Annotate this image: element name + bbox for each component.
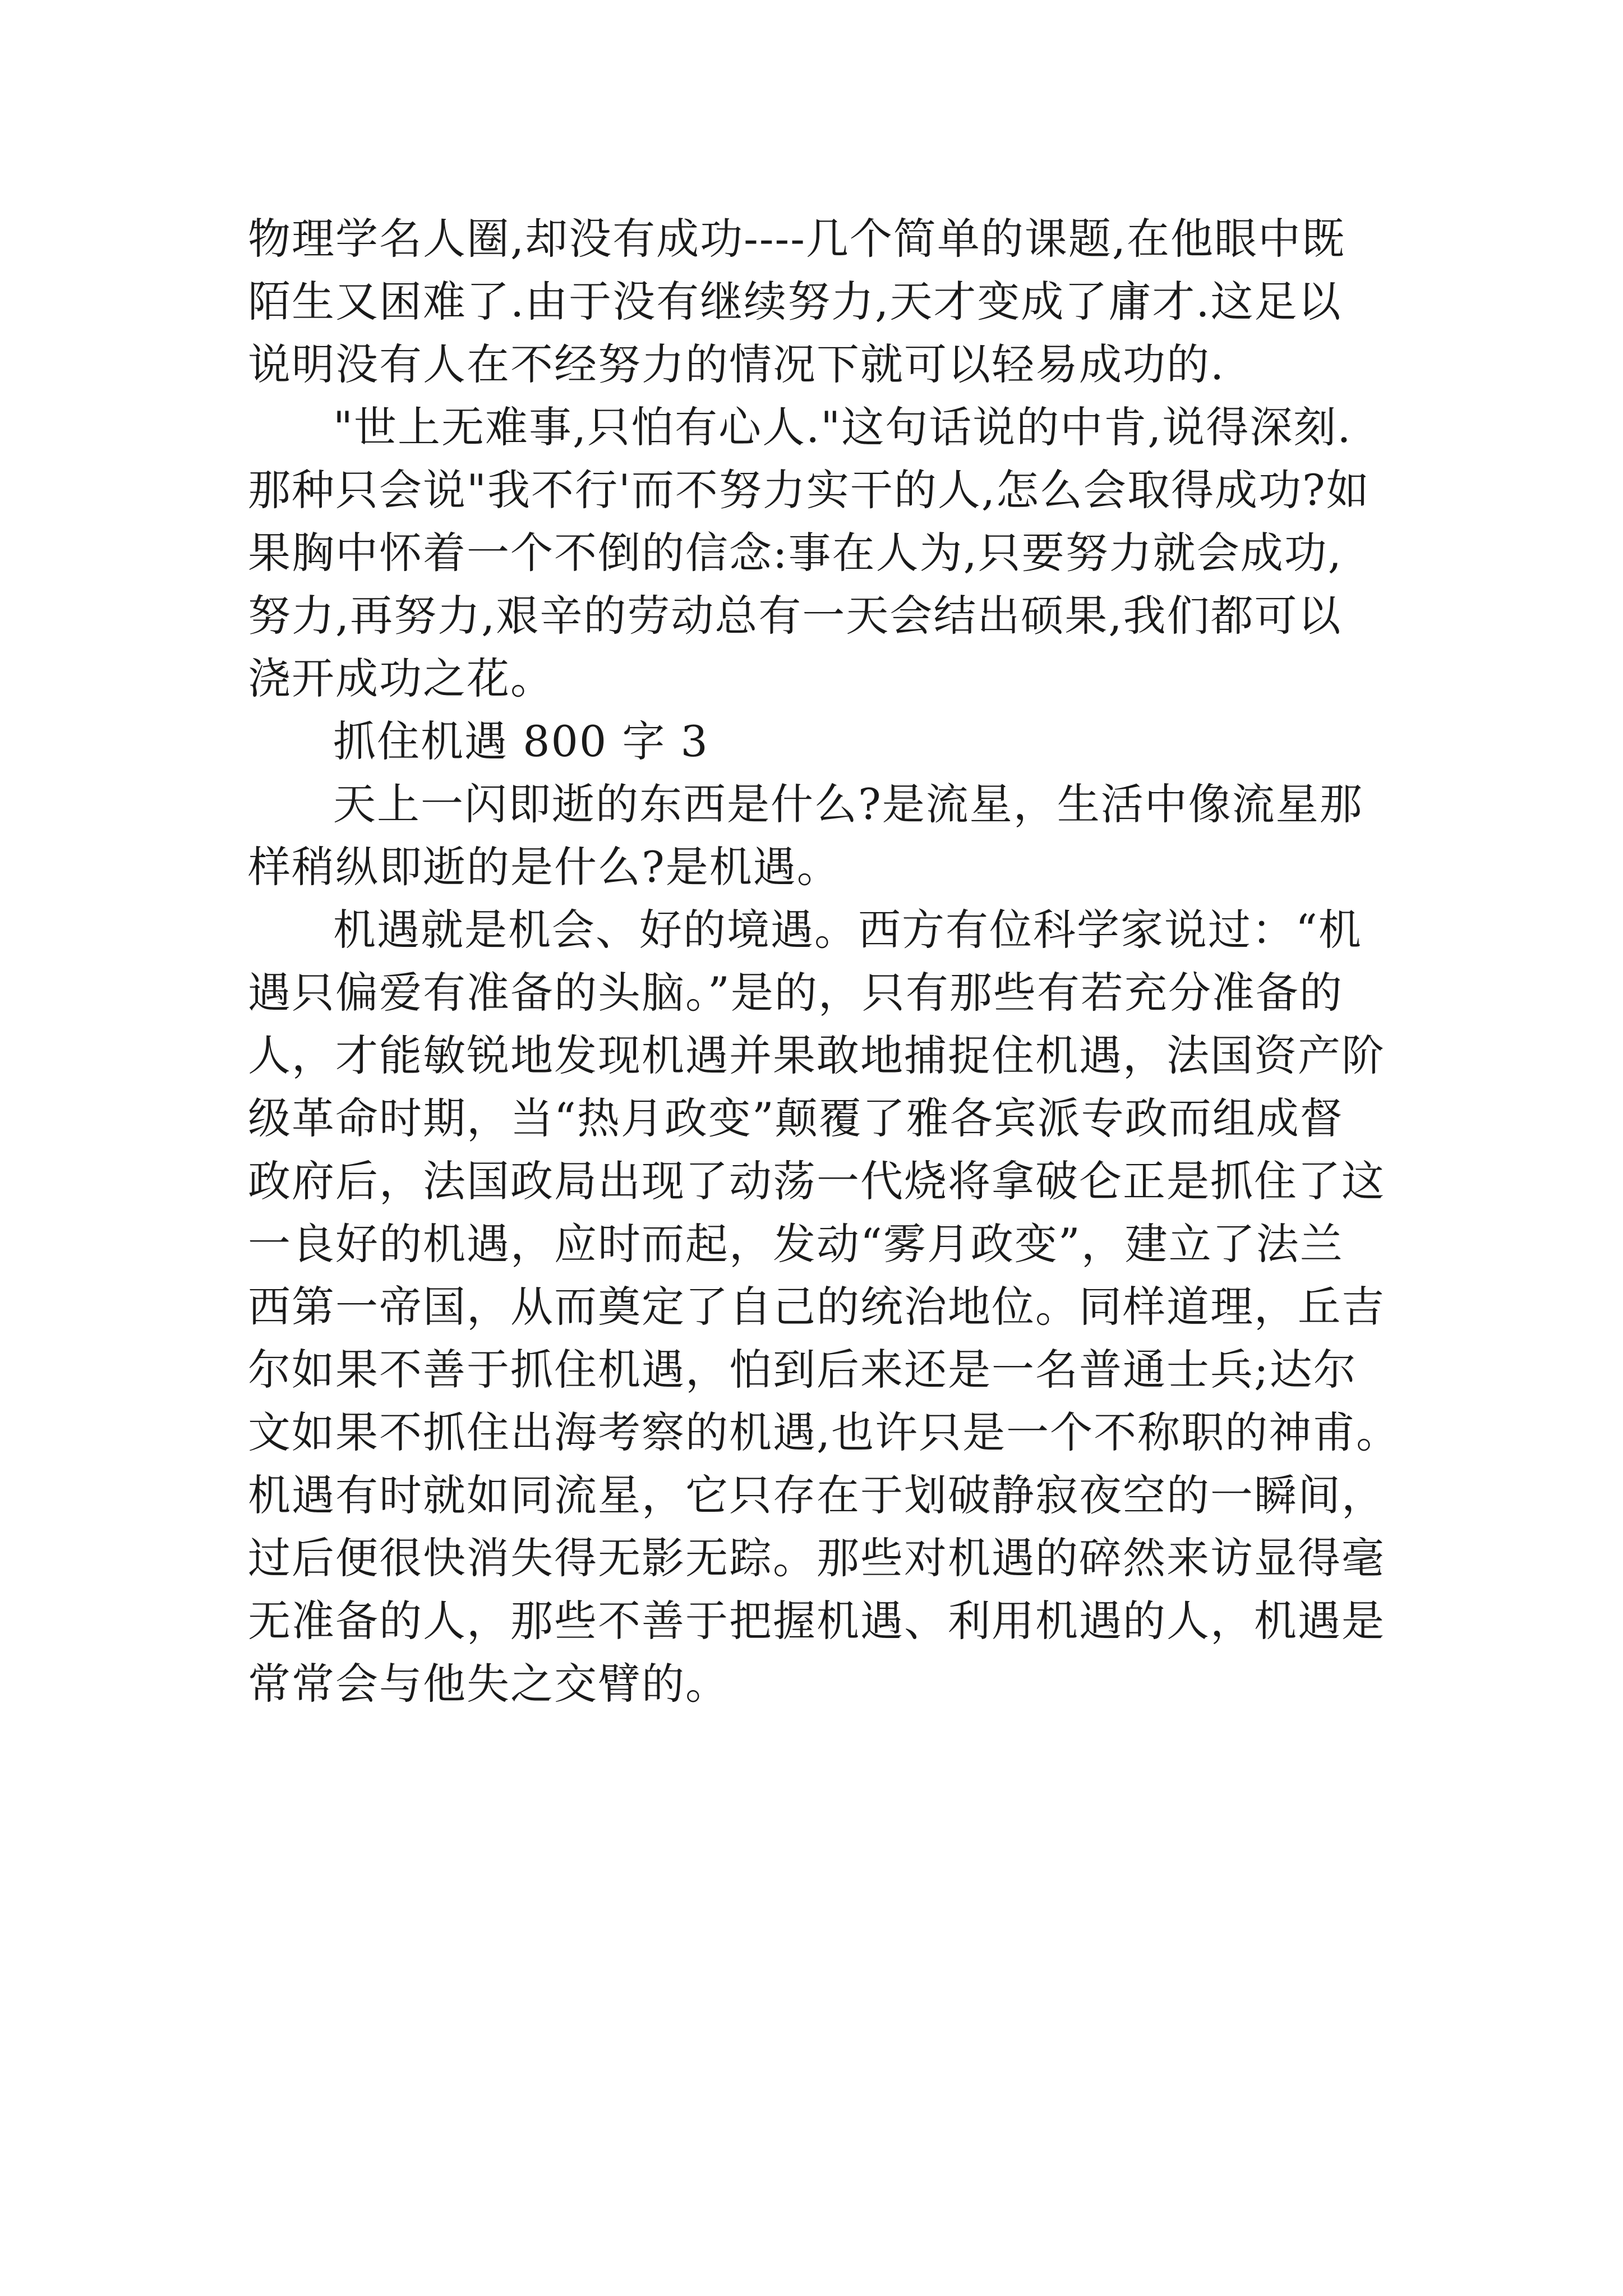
text-line: 过后便很快消失得无影无踪。那些对机遇的碎然来访显得毫 [248, 1533, 1385, 1583]
paragraph-2 [248, 396, 1386, 710]
document-body [248, 208, 1400, 1715]
text-line: 西第一帝国，从而奠定了自己的统治地位。同样道理，丘吉 [248, 1282, 1385, 1332]
text-line: 浇开成功之花。 [248, 654, 554, 703]
text-line: 样稍纵即逝的是什么?是机遇。 [248, 842, 841, 892]
text-line: 尔如果不善于抓住机遇，怕到后来还是一名普通士兵;达尔 [248, 1345, 1357, 1395]
text-line: 级革命时期，当“热月政变”颠覆了雅各宾派专政而组成督 [248, 1093, 1344, 1143]
text-line: 常常会与他失之交臂的。 [248, 1659, 729, 1709]
paragraph-4 [248, 899, 1400, 1715]
text-line: 说明没有人在不经努力的情况下就可以轻易成功的. [248, 339, 1225, 389]
paragraph-3 [248, 773, 1386, 899]
text-line: 遇只偏爱有准备的头脑。”是的，只有那些有若充分准备的 [248, 968, 1343, 1018]
text-line: "世上无难事,只怕有心人."这句话说的中肯,说得深刻. [333, 402, 1352, 452]
text-line: 陌生又困难了.由于没有继续努力,天才变成了庸才.这足以 [248, 277, 1342, 326]
text-line: 人，才能敏锐地发现机遇并果敢地捕捉住机遇，法国资产阶 [248, 1030, 1385, 1080]
paragraph-1 [248, 208, 1386, 396]
text-line: 机遇就是机会、好的境遇。西方有位科学家说过：“机 [333, 905, 1362, 955]
text-line: 天上一闪即逝的东西是什么?是流星，生活中像流星那 [333, 779, 1363, 829]
text-line: 物理学名人圈,却没有成功----几个简单的课题,在他眼中既 [248, 214, 1346, 264]
text-line: 那种只会说"我不行'而不努力实干的人,怎么会取得成功?如 [248, 465, 1370, 515]
text-line: 政府后，法国政局出现了动荡一代烧将拿破仑正是抓住了这 [248, 1156, 1385, 1206]
text-line: 文如果不抓住出海考察的机遇,也许只是一个不称职的神甫。 [248, 1407, 1400, 1457]
text-line: 果胸中怀着一个不倒的信念:事在人为,只要努力就会成功, [248, 528, 1343, 578]
text-line: 无准备的人，那些不善于把握机遇、利用机遇的人，机遇是 [248, 1596, 1385, 1646]
text-line: 机遇有时就如同流星，它只存在于划破静寂夜空的一瞬间， [248, 1470, 1385, 1520]
heading-text: 抓住机遇 800 字 3 [333, 716, 709, 766]
text-line: 努力,再努力,艰辛的劳动总有一天会结出硕果,我们都可以 [248, 591, 1342, 641]
section-heading [248, 710, 1386, 773]
text-line: 一良好的机遇，应时而起，发动“雾月政变”，建立了法兰 [248, 1219, 1344, 1269]
